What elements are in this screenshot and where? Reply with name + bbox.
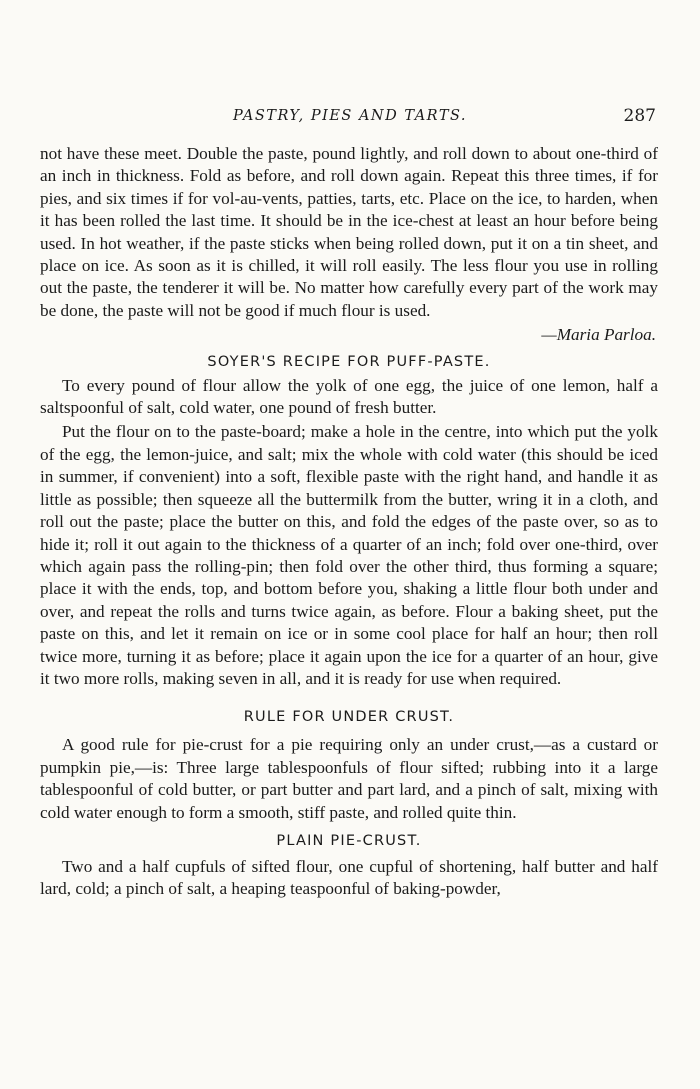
heading-plain-pie-crust: PLAIN PIE-CRUST. [276,832,422,849]
heading-soyer-puff-paste: SOYER'S RECIPE FOR PUFF-PASTE. [207,353,491,370]
soyer-method-paragraph: Put the flour on to the paste-board; make a hole in the centre, into which put the yolk of the egg, the lemon-juice, and salt; mix the whole with cold water (this should be iced in summer, if convenient) into a soft, flexible paste with the right hand, and handle it as little as possible; then squeeze all the buttermilk from the butter, wring it in a cloth, and roll out the paste; place the butter on this, and fold the edges of the paste over, so as to hide it; roll it out again to the thickness of a quarter of an inch; fold over one-third, over which again pass the rolling-pin; then fold over the other third, thus forming a square; place it with the ends, top, and bottom before you, shaking a little flour both under and over, and repeat the rolls and turns twice again, as before. Flour a baking sheet, put the paste on this, and let it remain on ice or in some cool place for half an hour; then roll twice more, turning it as before; place it again upon the ice for a quarter of an hour, give it two more rolls, making seven in all, and it is ready for use when required. [40,422,658,688]
heading-under-crust: RULE FOR UNDER CRUST. [243,709,455,726]
running-head [0,108,700,130]
soyer-ingredients-paragraph: To every pound of flour allow the yolk of one egg, the juice of one lemon, half a saltspoonful of salt, cold water, one pound of fresh butter. [40,375,658,418]
plain-crust-paragraph: Two and a half cupfuls of sifted flour, one cupful of shortening, half butter and half lard, cold; a pinch of salt, a heaping teaspoonful of baking-powder, [40,856,658,899]
attribution: —Maria Parloa. [541,325,656,345]
page-body [40,143,658,901]
page-number: 287 [623,106,656,126]
continued-paragraph: not have these meet. Double the paste, pound lightly, and roll down to about one-third of an inch in thickness. Fold as before, and roll down again. Repeat this three times, if for pies, and six times if for vol-au-vents, patties, tarts, etc. Place on the ice, to harden, when it has been rolled the last time. It should be in the ice-chest at least an hour before being used. In hot weather, if the paste sticks when being rolled down, put it on a tin sheet, and place on ice. As soon as it is chilled, it will roll easily. The less flour you use in rolling out the paste, the tenderer it will be. No matter how carefully every part of the work may be done, the paste will not be good if much flour is used. [40,144,658,320]
running-title: PASTRY, PIES AND TARTS. [232,108,468,124]
under-crust-paragraph: A good rule for pie-crust for a pie requiring only an under crust,—as a custard or pumpkin pie,—is: Three large tablespoonfuls of flour sifted; rubbing into it a large tablespoonful of cold butter, or part butter and part lard, and a pinch of salt, mixing with cold water enough to form a smooth, stiff paste, and rolled quite thin. [40,735,658,822]
